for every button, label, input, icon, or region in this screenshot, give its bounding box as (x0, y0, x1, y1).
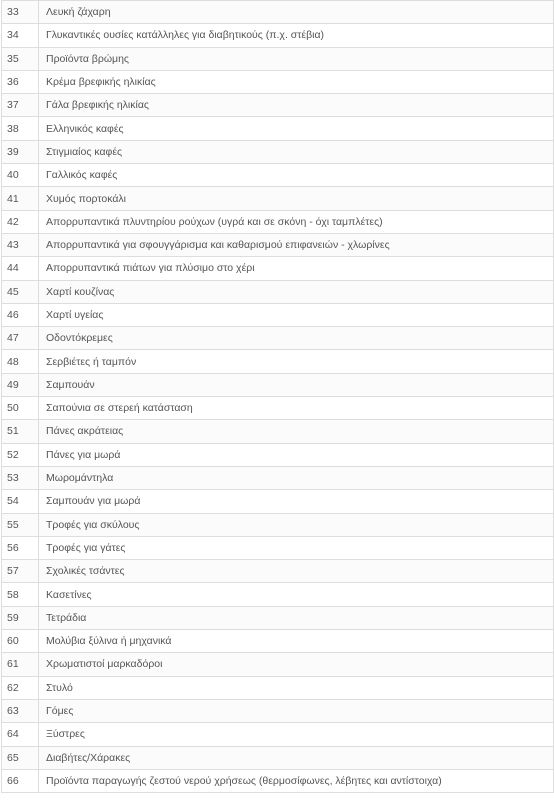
product-category-cell: Ελληνικός καφές (39, 117, 554, 140)
table-row (2, 397, 554, 420)
row-number-cell: 41 (2, 187, 39, 210)
product-table-container (1, 0, 553, 793)
row-number-cell: 65 (2, 746, 39, 769)
table-row (2, 676, 554, 699)
table-row (2, 280, 554, 303)
row-number-cell: 43 (2, 233, 39, 256)
row-number-cell: 64 (2, 723, 39, 746)
product-category-cell: Σαπούνια σε στερεή κατάσταση (39, 397, 554, 420)
product-category-cell: Στυλό (39, 676, 554, 699)
table-row (2, 327, 554, 350)
table-row (2, 70, 554, 93)
table-row (2, 303, 554, 326)
table-row (2, 373, 554, 396)
table-row (2, 536, 554, 559)
product-category-cell: Προϊόντα βρώμης (39, 47, 554, 70)
product-category-cell: Σερβιέτες ή ταμπόν (39, 350, 554, 373)
row-number-cell: 33 (2, 1, 39, 24)
product-category-cell: Σχολικές τσάντες (39, 560, 554, 583)
product-category-cell: Ξύστρες (39, 723, 554, 746)
product-category-cell: Απορρυπαντικά πλυντηρίου ρούχων (υγρά και σε σκόνη - όχι ταμπλέτες) (39, 210, 554, 233)
table-row (2, 187, 554, 210)
row-number-cell: 60 (2, 630, 39, 653)
product-category-cell: Χρωματιστοί μαρκαδόροι (39, 653, 554, 676)
table-row (2, 24, 554, 47)
row-number-cell: 58 (2, 583, 39, 606)
row-number-cell: 61 (2, 653, 39, 676)
table-row (2, 466, 554, 489)
row-number-cell: 48 (2, 350, 39, 373)
row-number-cell: 49 (2, 373, 39, 396)
table-row (2, 47, 554, 70)
row-number-cell: 50 (2, 397, 39, 420)
product-category-cell: Πάνες ακράτειας (39, 420, 554, 443)
row-number-cell: 34 (2, 24, 39, 47)
row-number-cell: 42 (2, 210, 39, 233)
row-number-cell: 66 (2, 769, 39, 792)
product-category-cell: Γάλα βρεφικής ηλικίας (39, 94, 554, 117)
row-number-cell: 44 (2, 257, 39, 280)
row-number-cell: 57 (2, 560, 39, 583)
row-number-cell: 39 (2, 140, 39, 163)
product-category-cell: Λευκή ζάχαρη (39, 1, 554, 24)
table-row (2, 164, 554, 187)
table-row (2, 1, 554, 24)
row-number-cell: 52 (2, 443, 39, 466)
row-number-cell: 62 (2, 676, 39, 699)
row-number-cell: 54 (2, 490, 39, 513)
product-category-cell: Σαμπουάν για μωρά (39, 490, 554, 513)
row-number-cell: 59 (2, 606, 39, 629)
table-row (2, 606, 554, 629)
row-number-cell: 46 (2, 303, 39, 326)
row-number-cell: 51 (2, 420, 39, 443)
row-number-cell: 37 (2, 94, 39, 117)
table-row (2, 210, 554, 233)
row-number-cell: 63 (2, 699, 39, 722)
row-number-cell: 38 (2, 117, 39, 140)
product-category-cell: Χαρτί υγείας (39, 303, 554, 326)
product-category-cell: Γλυκαντικές ουσίες κατάλληλες για διαβητικούς (π.χ. στέβια) (39, 24, 554, 47)
product-category-cell: Απορρυπαντικά για σφουγγάρισμα και καθαρισμού επιφανειών - χλωρίνες (39, 233, 554, 256)
row-number-cell: 35 (2, 47, 39, 70)
product-category-cell: Στιγμιαίος καφές (39, 140, 554, 163)
product-category-cell: Οδοντόκρεμες (39, 327, 554, 350)
row-number-cell: 45 (2, 280, 39, 303)
table-row (2, 140, 554, 163)
table-row (2, 513, 554, 536)
product-category-cell: Μωρομάντηλα (39, 466, 554, 489)
product-category-cell: Μολύβια ξύλινα ή μηχανικά (39, 630, 554, 653)
product-category-cell: Τετράδια (39, 606, 554, 629)
table-row (2, 420, 554, 443)
row-number-cell: 55 (2, 513, 39, 536)
product-category-cell: Σαμπουάν (39, 373, 554, 396)
product-table-body (2, 1, 554, 793)
table-row (2, 443, 554, 466)
row-number-cell: 47 (2, 327, 39, 350)
product-category-cell: Προϊόντα παραγωγής ζεστού νερού χρήσεως (θερμοσίφωνες, λέβητες και αντίστοιχα) (39, 769, 554, 792)
table-row (2, 723, 554, 746)
table-row (2, 490, 554, 513)
table-row (2, 560, 554, 583)
table-row (2, 653, 554, 676)
product-category-cell: Κρέμα βρεφικής ηλικίας (39, 70, 554, 93)
product-category-cell: Χυμός πορτοκάλι (39, 187, 554, 210)
product-category-cell: Τροφές για γάτες (39, 536, 554, 559)
row-number-cell: 53 (2, 466, 39, 489)
row-number-cell: 56 (2, 536, 39, 559)
table-row (2, 630, 554, 653)
table-row (2, 583, 554, 606)
table-row (2, 257, 554, 280)
product-list-table (1, 0, 554, 793)
table-row (2, 350, 554, 373)
row-number-cell: 36 (2, 70, 39, 93)
product-category-cell: Κασετίνες (39, 583, 554, 606)
table-row (2, 233, 554, 256)
table-row (2, 769, 554, 792)
table-row (2, 746, 554, 769)
product-category-cell: Διαβήτες/Χάρακες (39, 746, 554, 769)
table-row (2, 699, 554, 722)
product-category-cell: Απορρυπαντικά πιάτων για πλύσιμο στο χέρι (39, 257, 554, 280)
product-category-cell: Πάνες για μωρά (39, 443, 554, 466)
product-category-cell: Χαρτί κουζίνας (39, 280, 554, 303)
row-number-cell: 40 (2, 164, 39, 187)
product-category-cell: Γόμες (39, 699, 554, 722)
product-category-cell: Γαλλικός καφές (39, 164, 554, 187)
table-row (2, 117, 554, 140)
table-row (2, 94, 554, 117)
product-category-cell: Τροφές για σκύλους (39, 513, 554, 536)
